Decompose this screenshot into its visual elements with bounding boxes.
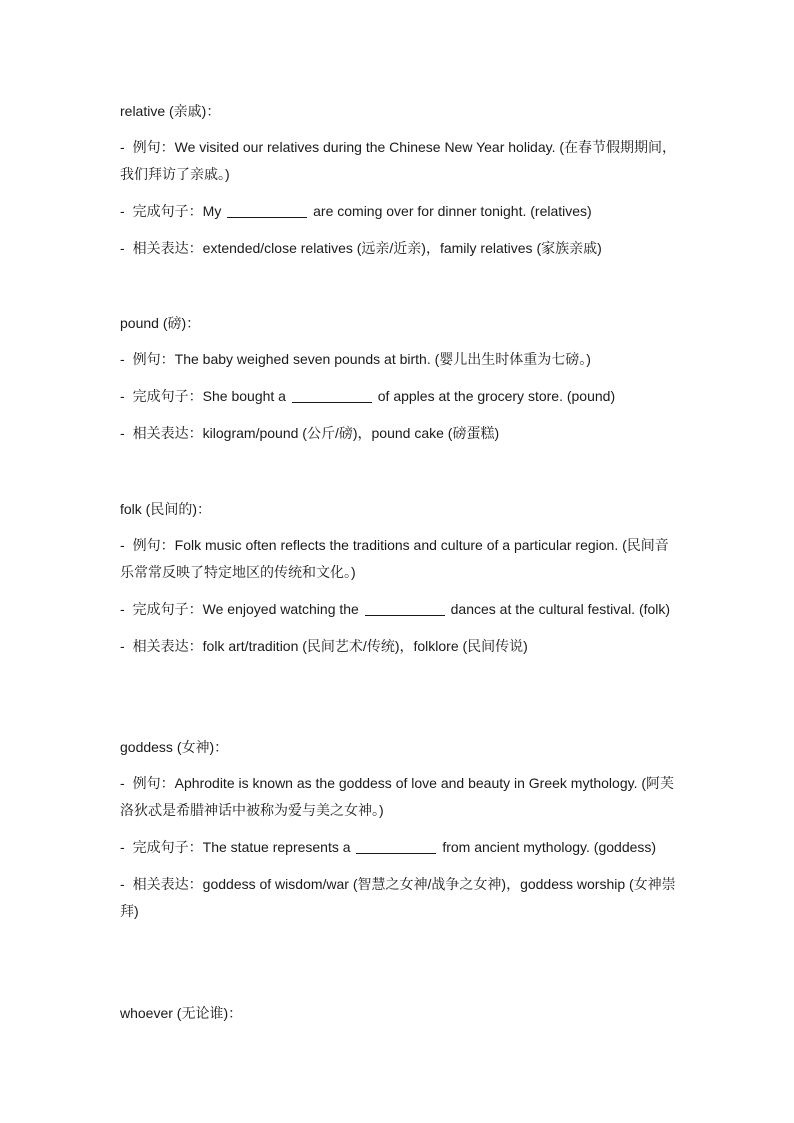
related-expressions-line: - 相关表达：goddess of wisdom/war (智慧之女神/战争之女神)，goddess worship (女神崇拜)	[120, 876, 676, 919]
complete-sentence-line: - 完成句子：My are coming over for dinner tonight. (relatives)	[120, 203, 592, 219]
related-expressions-line: - 相关表达：extended/close relatives (远亲/近亲)，family relatives (家族亲戚)	[120, 240, 602, 256]
vocab-entry-relative	[120, 98, 680, 262]
answer-blank	[227, 203, 307, 218]
complete-sentence-line: - 完成句子：She bought a of apples at the grocery store. (pound)	[120, 388, 616, 404]
complete-sentence-line: - 完成句子：We enjoyed watching the dances at the cultural festival. (folk)	[120, 601, 671, 617]
related-expressions-line: - 相关表达：kilogram/pound (公斤/磅)，pound cake (磅蛋糕)	[120, 425, 500, 441]
headword: relative (亲戚)：	[120, 103, 221, 119]
answer-blank	[292, 388, 372, 403]
headword: whoever (无论谁)：	[120, 1005, 243, 1021]
complete-sentence-line: - 完成句子：The statue represents a from ancient mythology. (goddess)	[120, 839, 657, 855]
vocab-entry-whoever	[120, 1000, 680, 1026]
example-line: - 例句：Aphrodite is known as the goddess of love and beauty in Greek mythology. (阿芙洛狄忒是希腊神话中被称为爱与美之女神。)	[120, 775, 675, 818]
vocab-entry-goddess	[120, 734, 680, 925]
vocab-entry-folk	[120, 496, 680, 660]
answer-blank	[356, 839, 436, 854]
headword: pound (磅)：	[120, 315, 201, 331]
answer-blank	[365, 601, 445, 616]
headword: folk (民间的)：	[120, 501, 211, 517]
related-expressions-line: - 相关表达：folk art/tradition (民间艺术/传统)，folklore (民间传说)	[120, 638, 528, 654]
example-line: - 例句：Folk music often reflects the traditions and culture of a particular region. (民间音乐常常反映了特定地区的传统和文化。)	[120, 537, 669, 580]
example-line: - 例句：The baby weighed seven pounds at birth. (婴儿出生时体重为七磅。)	[120, 351, 591, 367]
vocab-entry-pound	[120, 310, 680, 447]
example-line: - 例句：We visited our relatives during the Chinese New Year holiday. (在春节假期期间，我们拜访了亲戚。)	[120, 139, 677, 182]
headword: goddess (女神)：	[120, 739, 229, 755]
